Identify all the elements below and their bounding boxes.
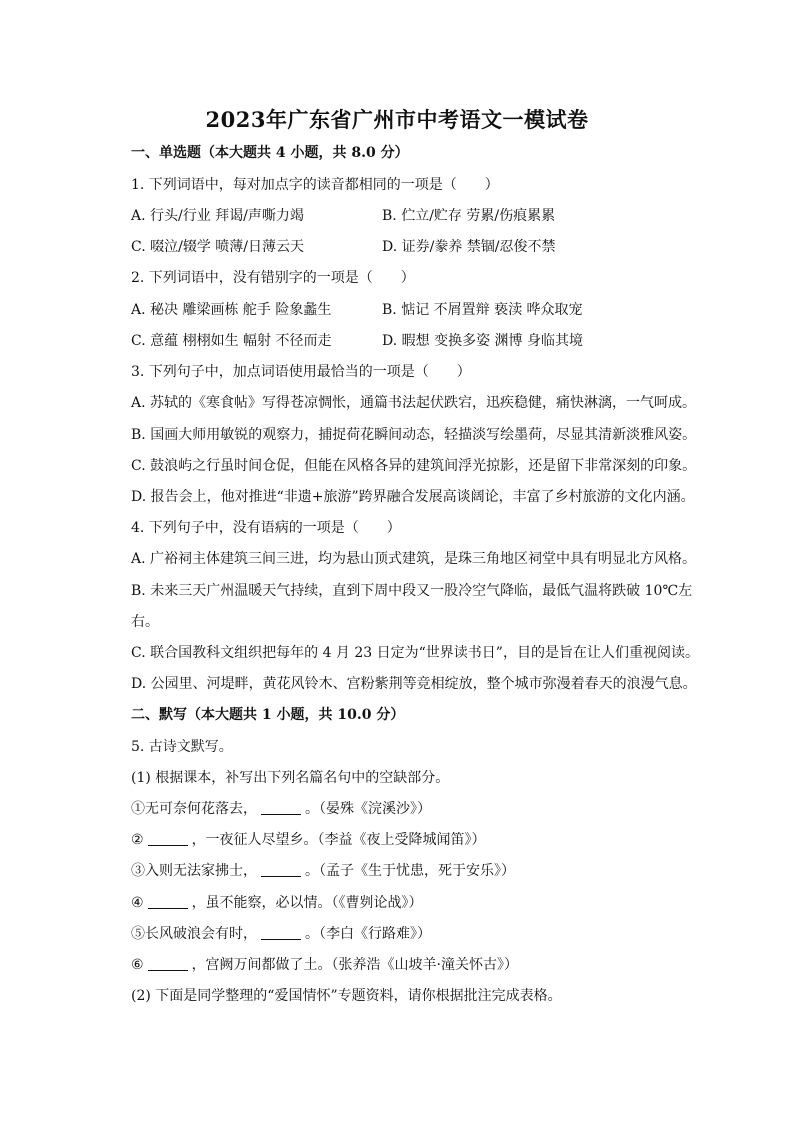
question-1-option-d: D. 证券/豢养 禁锢/忍俊不禁 [382, 239, 556, 255]
answer-blank-6[interactable] [148, 956, 188, 971]
question-3-option-a: A. 苏轼的《寒食帖》写得苍凉惆怅，通篇书法起伏跌宕，迅疾稳健，痛快淋漓，一气呵成。 [131, 395, 697, 411]
question-4-option-b-continued: 右。 [131, 614, 159, 630]
question-5-stem: 5. 古诗文默写。 [131, 739, 233, 755]
recitation-line-6-prefix: ⑥ [131, 957, 144, 973]
section-heading-2: 二、默写（本大题共 1 小题，共 10.0 分） [131, 707, 405, 723]
recitation-line-3 [131, 861, 515, 881]
recitation-line-5-suffix: 。（李白《行路难》） [305, 926, 431, 942]
recitation-line-3-prefix: ③入则无法家拂士， [131, 863, 257, 879]
question-2-option-d: D. 暇想 变换多姿 渊博 身临其境 [382, 333, 583, 349]
section-heading-1: 一、单选题（本大题共 4 小题，共 8.0 分） [131, 145, 409, 161]
answer-blank-3[interactable] [261, 862, 301, 877]
question-1-stem: 1. 下列词语中，每对加点字的读音都相同的一项是（ ） [131, 177, 499, 193]
question-1-option-a: A. 行头/行业 拜谒/声嘶力竭 [131, 208, 304, 224]
recitation-line-6-suffix: ，宫阙万间都做了土。（张养浩《山坡羊·潼关怀古》） [191, 957, 519, 973]
recitation-line-4-prefix: ④ [131, 895, 144, 911]
question-1-option-b: B. 伫立/贮存 劳累/伤痕累累 [382, 208, 556, 224]
question-4-option-d: D. 公园里、河堤畔，黄花风铃木、宫粉紫荆等竞相绽放，整个城市弥漫着春天的浪漫气息。 [131, 676, 697, 692]
answer-blank-5[interactable] [261, 925, 301, 940]
recitation-line-3-suffix: 。（孟子《生于忧患，死于安乐》） [305, 863, 515, 879]
recitation-line-4-suffix: ，虽不能察，必以情。（《曹刿论战》） [191, 895, 423, 911]
question-3-stem: 3. 下列句子中，加点词语使用最恰当的一项是（ ） [131, 364, 471, 380]
recitation-line-1 [131, 799, 431, 819]
recitation-line-6 [131, 955, 518, 975]
recitation-line-4 [131, 893, 423, 913]
recitation-line-2 [131, 830, 486, 850]
question-4-stem: 4. 下列句子中，没有语病的一项是（ ） [131, 520, 401, 536]
recitation-line-1-prefix: ①无可奈何花落去， [131, 801, 257, 817]
recitation-line-2-prefix: ② [131, 832, 144, 848]
page-title: 2023年广东省广州市中考语文一模试卷 [205, 107, 589, 132]
question-2-option-b: B. 惦记 不屑置辩 亵渎 哗众取宠 [382, 302, 583, 318]
recitation-line-5-prefix: ⑤长风破浪会有时， [131, 926, 257, 942]
question-2-option-a: A. 秘决 雕梁画栋 舵手 险象蠡生 [131, 302, 332, 318]
question-1-option-c: C. 啜泣/辍学 喷薄/日薄云天 [131, 239, 304, 255]
question-5-part-2: (2) 下面是同学整理的“爱国情怀”专题资料，请你根据批注完成表格。 [131, 988, 562, 1004]
question-3-option-c: C. 鼓浪屿之行虽时间仓促，但能在风格各异的建筑间浮光掠影，还是留下非常深刻的印象。 [131, 458, 697, 474]
question-4-option-a: A. 广裕祠主体建筑三间三进，均为悬山顶式建筑，是珠三角地区祠堂中具有明显北方风格。 [131, 551, 697, 567]
answer-blank-4[interactable] [148, 894, 188, 909]
recitation-line-2-suffix: ，一夜征人尽望乡。（李益《夜上受降城闻笛》） [191, 832, 486, 848]
question-5-part-1: (1) 根据课本，补写出下列名篇名句中的空缺部分。 [131, 770, 450, 786]
question-3-option-b: B. 国画大师用敏锐的观察力，捕捉荷花瞬间动态，轻描淡写绘墨荷，尽显其清新淡雅风姿。 [131, 427, 697, 443]
answer-blank-1[interactable] [261, 800, 301, 815]
question-2-option-c: C. 意蕴 栩栩如生 幅射 不径而走 [131, 333, 332, 349]
question-2-stem: 2. 下列词语中，没有错别字的一项是（ ） [131, 270, 415, 286]
question-3-option-d: D. 报告会上，他对推进“非遗+旅游”跨界融合发展高谈阔论，丰富了乡村旅游的文化内涵。 [131, 489, 695, 505]
question-4-option-c: C. 联合国教科文组织把每年的 4 月 23 日定为“世界读书日”，目的是旨在让人们重视阅读。 [131, 645, 699, 661]
recitation-line-1-suffix: 。（晏殊《浣溪沙》） [305, 801, 431, 817]
recitation-line-5 [131, 924, 431, 944]
question-4-option-b: B. 未来三天广州温暖天气持续，直到下周中段又一股冷空气降临，最低气温将跌破 10℃左 [131, 583, 693, 599]
answer-blank-2[interactable] [148, 831, 188, 846]
